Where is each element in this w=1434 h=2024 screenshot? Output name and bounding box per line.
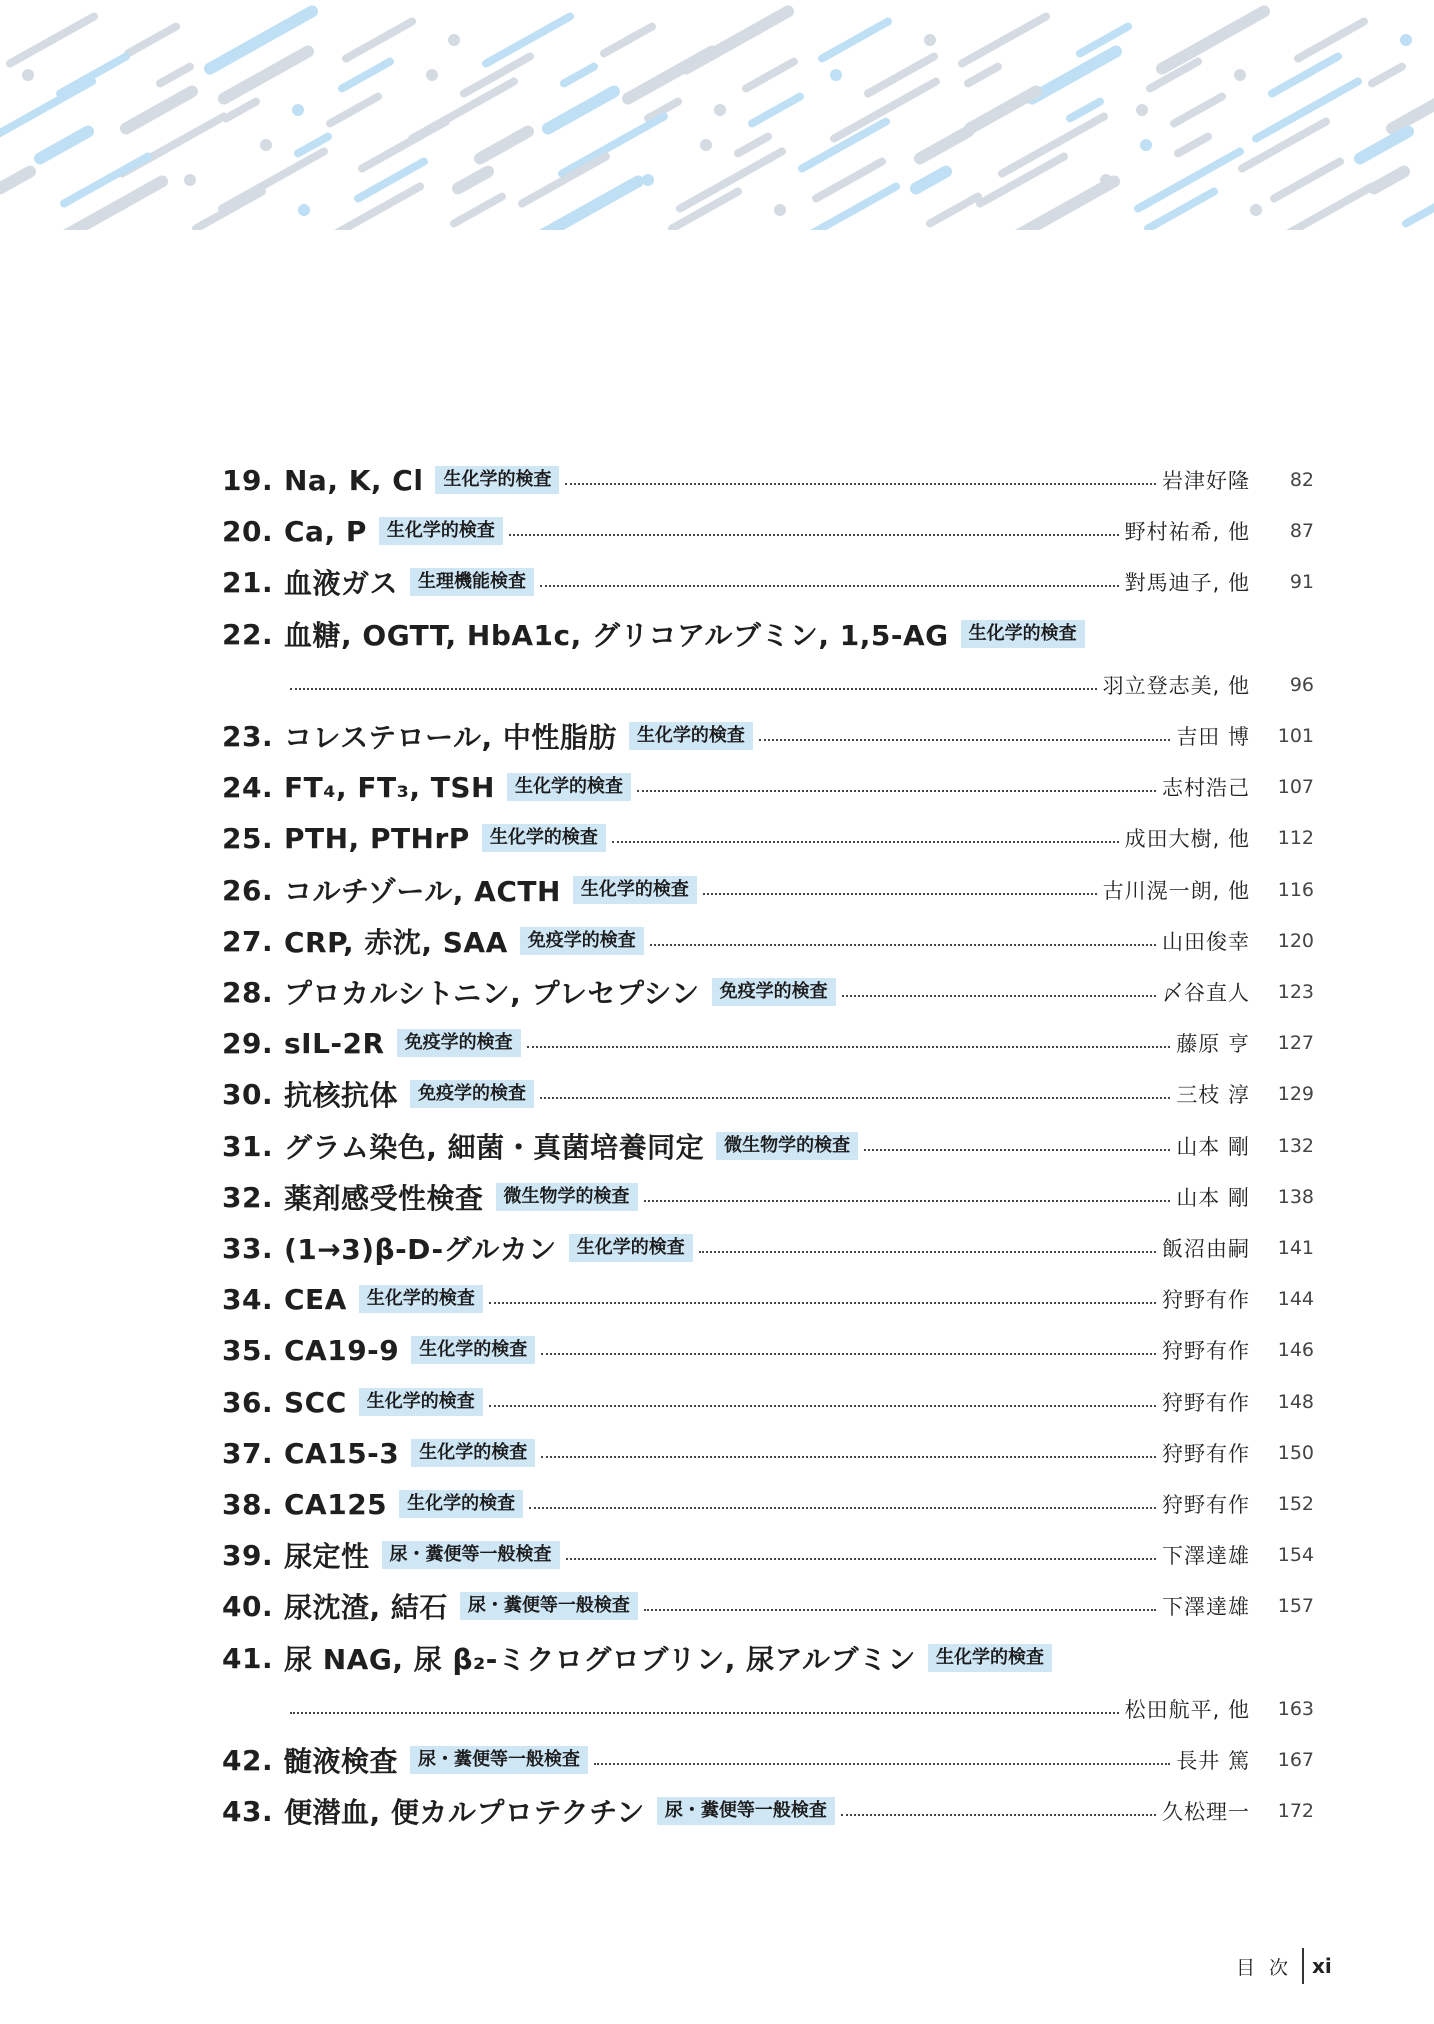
dot-leader (489, 1302, 1156, 1304)
toc-entry-page: 96 (1289, 674, 1314, 696)
toc-entry-title: Ca, P (284, 514, 367, 548)
toc-entry-author: 下澤達雄 (1162, 1544, 1250, 1568)
category-badge: 生化学的検査 (507, 773, 631, 801)
toc-entry-continuation (284, 1689, 1314, 1729)
toc-entry[interactable] (222, 818, 1314, 858)
toc-entry[interactable] (222, 1023, 1314, 1063)
toc-entry-author: 狩野有作 (1162, 1288, 1250, 1312)
toc-entry-page: 144 (1277, 1288, 1314, 1310)
toc-entry-number: 28. (222, 975, 274, 1009)
toc-entry-author: 成田大樹, 他 (1124, 827, 1250, 851)
toc-entry-author: 三枝 淳 (1176, 1083, 1250, 1107)
toc-entry[interactable] (222, 921, 1314, 961)
category-badge: 微生物学的検査 (716, 1132, 858, 1160)
dot-leader (290, 688, 1097, 690)
toc-entry-page: 152 (1277, 1493, 1314, 1515)
toc-entry-title: sIL-2R (284, 1026, 385, 1060)
dot-leader (527, 1046, 1171, 1048)
toc-entry-number: 20. (222, 514, 274, 548)
dot-leader (565, 483, 1156, 485)
toc-entry-title: 尿 NAG, 尿 β₂-ミクログロブリン, 尿アルブミン (284, 1643, 917, 1676)
toc-entry-title: 抗核抗体 (284, 1079, 399, 1112)
toc-entry-author: 野村祐希, 他 (1124, 520, 1250, 544)
toc-entry-page: 146 (1277, 1339, 1314, 1361)
toc-entry-number: 43. (222, 1794, 274, 1828)
dot-leader (594, 1763, 1170, 1765)
toc-entry-page: 163 (1277, 1698, 1314, 1720)
category-badge: 生化学的検査 (573, 876, 697, 904)
toc-entry-number: 23. (222, 719, 274, 753)
toc-entry-page: 141 (1277, 1237, 1314, 1259)
toc-entry-author: 狩野有作 (1162, 1493, 1250, 1517)
dot-leader (290, 1712, 1119, 1714)
toc-entry-page: 112 (1277, 827, 1314, 849)
toc-entry-author: 狩野有作 (1162, 1391, 1250, 1415)
toc-entry-title: 髄液検査 (284, 1745, 399, 1778)
toc-entry-author: 下澤達雄 (1162, 1595, 1250, 1619)
toc-entry[interactable] (222, 716, 1314, 756)
toc-entry-number: 38. (222, 1487, 274, 1521)
toc-entry-author: 吉田 博 (1176, 725, 1250, 749)
toc-entry-page: 129 (1277, 1083, 1314, 1105)
toc-entry-title: CA15-3 (284, 1436, 400, 1470)
toc-entry[interactable] (222, 1586, 1314, 1626)
toc-entry-title: グラム染色, 細菌・真菌培養同定 (284, 1131, 705, 1164)
category-badge: 生化学的検査 (928, 1644, 1052, 1672)
toc-entry-number: 33. (222, 1231, 274, 1265)
toc-entry-number: 25. (222, 821, 274, 855)
toc-entry-page: 123 (1277, 981, 1314, 1003)
toc-entry-title: コルチゾール, ACTH (284, 875, 561, 908)
toc-entry-title: 便潜血, 便カルプロテクチン (284, 1796, 645, 1829)
toc-entry-number: 36. (222, 1385, 274, 1419)
footer-divider (1302, 1948, 1304, 1984)
toc-entry-author: 狩野有作 (1162, 1442, 1250, 1466)
toc-entry-number: 42. (222, 1743, 274, 1777)
toc-entry-page: 87 (1289, 520, 1314, 542)
dot-leader (612, 841, 1119, 843)
category-badge: 生理機能検査 (410, 568, 534, 596)
toc-entry-page: 91 (1289, 571, 1314, 593)
toc-entry[interactable] (222, 562, 1314, 602)
dot-leader (540, 585, 1119, 587)
toc-entry-number: 22. (222, 617, 274, 651)
toc-entry-title: 尿定性 (284, 1540, 370, 1573)
toc-entry-number: 19. (222, 463, 274, 497)
dot-leader (759, 739, 1170, 741)
toc-entry-page: 172 (1277, 1800, 1314, 1822)
dot-leader (841, 1814, 1156, 1816)
toc-entry-continuation (284, 665, 1314, 705)
toc-entry-number: 29. (222, 1026, 274, 1060)
toc-entry-title: コレステロール, 中性脂肪 (284, 721, 617, 754)
category-badge: 生化学的検査 (359, 1285, 483, 1313)
toc-entry-author: 長井 篤 (1176, 1749, 1250, 1773)
dot-leader (489, 1405, 1156, 1407)
toc-entry-number: 31. (222, 1129, 274, 1163)
toc-entry-page: 120 (1277, 930, 1314, 952)
toc-entry-author: 山本 剛 (1176, 1135, 1250, 1159)
toc-entry-title: 血液ガス (284, 567, 399, 600)
toc-entry-author: 狩野有作 (1162, 1339, 1250, 1363)
category-badge: 尿・糞便等一般検査 (382, 1541, 560, 1569)
page-footer (1236, 1948, 1332, 1984)
toc-entry-title: CEA (284, 1282, 347, 1316)
toc-entry-number: 32. (222, 1180, 274, 1214)
category-badge: 免疫学的検査 (410, 1080, 534, 1108)
toc-entry-page: 138 (1277, 1186, 1314, 1208)
toc-entry-title: 尿沈渣, 結石 (284, 1591, 448, 1624)
category-badge: 免疫学的検査 (520, 927, 644, 955)
toc-entry-number: 34. (222, 1282, 274, 1316)
toc-entry-number: 24. (222, 770, 274, 804)
toc-entry-page: 150 (1277, 1442, 1314, 1464)
toc-entry-number: 39. (222, 1538, 274, 1572)
toc-entry[interactable] (222, 511, 1314, 551)
category-badge: 尿・糞便等一般検査 (657, 1797, 835, 1825)
toc-entry[interactable] (222, 1484, 1314, 1524)
dot-leader (541, 1456, 1156, 1458)
toc-entry-title: CRP, 赤沈, SAA (284, 926, 508, 959)
toc-entry[interactable] (222, 1074, 1314, 1114)
dot-leader (699, 1251, 1156, 1253)
dot-leader (541, 1353, 1156, 1355)
toc-entry[interactable] (222, 1126, 1314, 1166)
toc-entry[interactable] (222, 460, 1314, 500)
category-badge: 尿・糞便等一般検査 (460, 1592, 638, 1620)
category-badge: 免疫学的検査 (712, 978, 836, 1006)
toc-entry-author: 羽立登志美, 他 (1102, 674, 1250, 698)
toc-entry-title: (1→3)β-D-グルカン (284, 1233, 557, 1266)
toc-entry[interactable] (222, 767, 1314, 807)
toc-entry-page: 127 (1277, 1032, 1314, 1054)
category-badge: 生化学的検査 (411, 1439, 535, 1467)
toc-entry[interactable] (222, 1330, 1314, 1370)
toc-entry[interactable] (222, 972, 1314, 1012)
toc-entry-title: プロカルシトニン, プレセプシン (284, 977, 700, 1010)
category-badge: 生化学的検査 (399, 1490, 523, 1518)
category-badge: 生化学的検査 (435, 466, 559, 494)
toc-entry-title: 血糖, OGTT, HbA1c, グリコアルブミン, 1,5-AG (284, 619, 949, 652)
dot-leader (644, 1200, 1171, 1202)
dot-leader (637, 790, 1156, 792)
toc-entry[interactable] (222, 1382, 1314, 1422)
header-decoration (0, 0, 1434, 230)
toc-entry-author: 松田航平, 他 (1124, 1698, 1250, 1722)
toc-entry-page: 132 (1277, 1135, 1314, 1157)
toc-entry[interactable] (222, 1535, 1314, 1575)
dot-leader (566, 1558, 1156, 1560)
category-badge: 生化学的検査 (629, 722, 753, 750)
toc-entry-title: CA125 (284, 1487, 388, 1521)
toc-entry-author: 古川滉一朗, 他 (1102, 879, 1250, 903)
toc-entry-title: SCC (284, 1385, 347, 1419)
dot-leader (650, 944, 1156, 946)
toc-entry-page: 157 (1277, 1595, 1314, 1617)
category-badge: 免疫学的検査 (397, 1029, 521, 1057)
toc-entry[interactable] (222, 1228, 1314, 1268)
category-badge: 生化学的検査 (411, 1336, 535, 1364)
dot-leader (864, 1149, 1170, 1151)
toc-entry-author: 對馬迪子, 他 (1124, 571, 1250, 595)
toc-entry-page: 116 (1277, 879, 1314, 901)
toc-entry-page: 101 (1277, 725, 1314, 747)
toc-entry-title: PTH, PTHrP (284, 821, 470, 855)
toc-entry-author: 飯沼由嗣 (1162, 1237, 1250, 1261)
dot-leader (509, 534, 1119, 536)
toc-entry-number: 37. (222, 1436, 274, 1470)
toc-entry-number: 26. (222, 873, 274, 907)
toc-entry[interactable] (222, 1279, 1314, 1319)
toc-entry-page: 167 (1277, 1749, 1314, 1771)
toc-entry[interactable] (222, 1791, 1314, 1831)
toc-entry-author: 山本 剛 (1176, 1186, 1250, 1210)
dot-leader (529, 1507, 1156, 1509)
category-badge: 尿・糞便等一般検査 (410, 1746, 588, 1774)
dot-leader (540, 1097, 1170, 1099)
toc-entry-page: 107 (1277, 776, 1314, 798)
toc-entry-title: 薬剤感受性検査 (284, 1182, 484, 1215)
toc-entry-author: 岩津好隆 (1162, 469, 1250, 493)
toc-entry[interactable] (222, 870, 1314, 910)
toc-entry-author: 藤原 亨 (1176, 1032, 1250, 1056)
toc-entry[interactable] (222, 1638, 1314, 1678)
toc-entry[interactable] (222, 1740, 1314, 1780)
category-badge: 生化学的検査 (379, 517, 503, 545)
category-badge: 微生物学的検査 (496, 1183, 638, 1211)
toc-entry[interactable] (222, 1177, 1314, 1217)
toc-entry-page: 154 (1277, 1544, 1314, 1566)
dot-leader (703, 893, 1097, 895)
toc-entry-author: 山田俊幸 (1162, 930, 1250, 954)
toc-entry-author: 志村浩己 (1162, 776, 1250, 800)
toc-entry[interactable] (222, 614, 1314, 654)
toc-entry-page: 82 (1289, 469, 1314, 491)
category-badge: 生化学的検査 (569, 1234, 693, 1262)
category-badge: 生化学的検査 (482, 824, 606, 852)
toc-entry-page: 148 (1277, 1391, 1314, 1413)
toc-entry-author: 〆谷直人 (1162, 981, 1250, 1005)
category-badge: 生化学的検査 (359, 1388, 483, 1416)
toc-entry-title: Na, K, Cl (284, 463, 424, 497)
toc-entry-author: 久松理一 (1162, 1800, 1250, 1824)
toc-entry-number: 21. (222, 565, 274, 599)
toc-entry-number: 40. (222, 1589, 274, 1623)
toc-entry-number: 35. (222, 1333, 274, 1367)
dot-leader (644, 1609, 1156, 1611)
dot-leader (842, 995, 1156, 997)
toc-entry-number: 30. (222, 1077, 274, 1111)
toc-entry-number: 41. (222, 1641, 274, 1675)
toc-entry-title: FT₄, FT₃, TSH (284, 770, 495, 804)
category-badge: 生化学的検査 (961, 620, 1085, 648)
footer-section-label: 目次 (1236, 1956, 1303, 1979)
toc-entry-number: 27. (222, 924, 274, 958)
footer-page-number: xi (1312, 1954, 1332, 1978)
toc-entry[interactable] (222, 1433, 1314, 1473)
toc-entry-title: CA19-9 (284, 1333, 400, 1367)
